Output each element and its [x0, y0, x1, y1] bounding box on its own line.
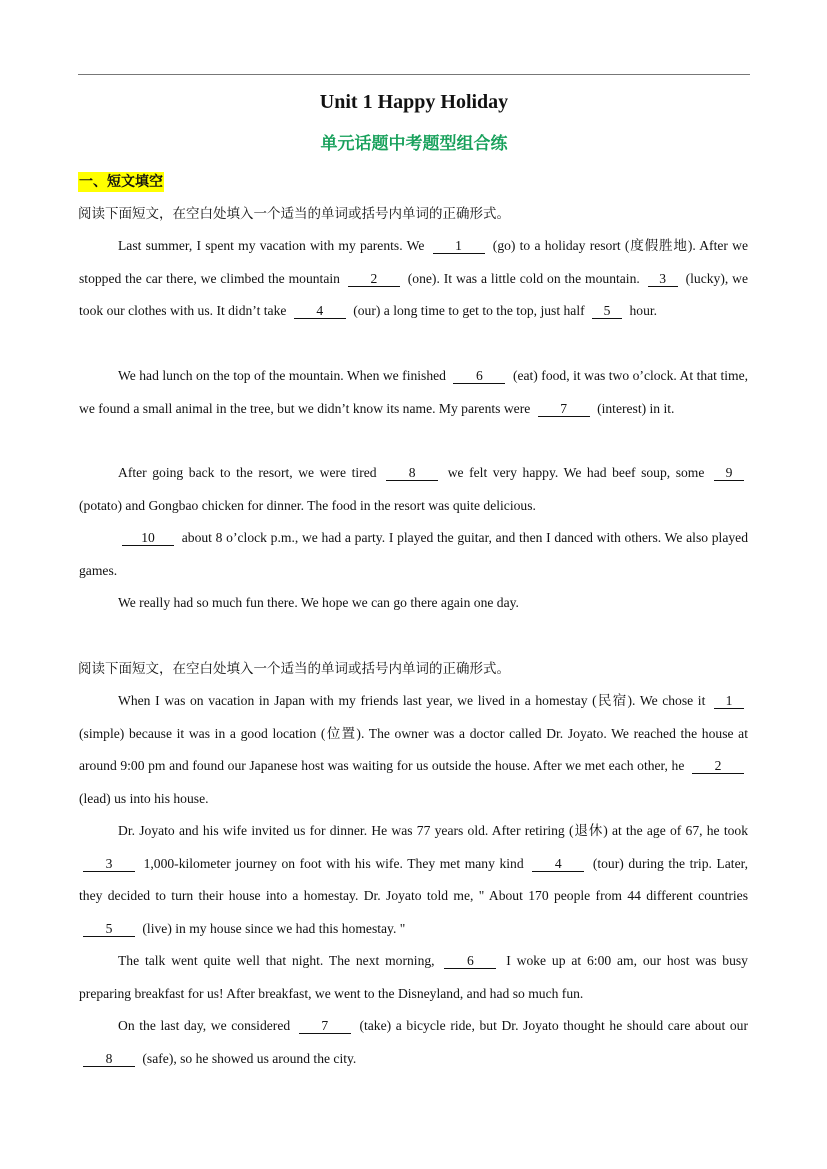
header-rule	[78, 74, 750, 75]
answer-blank[interactable]: 2	[692, 758, 744, 774]
answer-blank[interactable]: 1	[714, 693, 744, 709]
answer-blank[interactable]: 5	[83, 921, 135, 937]
passage-text: (go) to a holiday resort (度假胜地). After we stopped the car there, we climbed the mountain	[79, 238, 748, 286]
passage2-para-4	[79, 1010, 748, 1075]
passage1-instruction: 阅读下面短文，在空白处填入一个适当的单词或括号内单词的正确形式。	[78, 206, 510, 222]
passage-text: we felt very happy. We had beef soup, some	[447, 465, 705, 480]
passage1-para-4	[79, 522, 748, 587]
passage-text: (safe), so he showed us around the city.	[142, 1050, 357, 1066]
answer-blank[interactable]: 3	[83, 856, 135, 872]
answer-blank[interactable]: 4	[532, 856, 584, 872]
passage1-para-5	[79, 587, 748, 620]
section-heading: 一、短文填空	[79, 174, 163, 190]
passage-text: Last summer, I spent my vacation with my parents. We	[118, 238, 425, 253]
passage-text: (potato) and Gongbao chicken for dinner. The food in the resort was quite delicious.	[79, 497, 536, 513]
passage-text: hour.	[629, 303, 658, 318]
passage-text: When I was on vacation in Japan with my friends last year, we lived in a homestay (民宿). We chose it	[118, 693, 706, 708]
answer-blank[interactable]: 3	[648, 271, 678, 287]
page-subtitle: 单元话题中考题型组合练	[320, 134, 508, 154]
answer-blank[interactable]: 1	[433, 238, 485, 254]
passage-text: Dr. Joyato and his wife invited us for dinner. He was 77 years old. After retiring (退休) at the age of 67, he took	[118, 823, 748, 838]
passage-text: After going back to the resort, we were tired	[118, 465, 377, 480]
answer-blank[interactable]: 6	[453, 368, 505, 384]
passage1-para-3	[79, 457, 748, 522]
passage2-para-1	[79, 685, 748, 815]
passage-text: (simple) because it was in a good location (位置). The owner was a doctor called Dr. Joyato. We reached the house at around 9:00 pm and found our Japanese host was waiting for us outside the house. After we met each other, he	[79, 725, 748, 773]
passage-text: On the last day, we considered	[118, 1018, 291, 1033]
passage-text: (interest) in it.	[597, 400, 675, 416]
answer-blank[interactable]: 7	[299, 1018, 351, 1034]
passage2-para-2	[79, 815, 748, 945]
passage-text: (take) a bicycle ride, but Dr. Joyato thought he should care about our	[359, 1018, 748, 1033]
passage-text: (our) a long time to get to the top, just half	[353, 303, 585, 318]
answer-blank[interactable]: 10	[122, 530, 174, 546]
passage-text: (live) in my house since we had this homestay. "	[142, 920, 406, 936]
passage2-para-3	[79, 945, 748, 1010]
passage-text: (one). It was a little cold on the mountain.	[407, 270, 640, 286]
passage-text: The talk went quite well that night. The next morning,	[118, 953, 435, 968]
answer-blank[interactable]: 8	[386, 465, 438, 481]
passage1-para-2	[79, 360, 748, 425]
passage-text: (lead) us into his house.	[79, 790, 209, 806]
passage-text: (eat) food, it was two o’clock. At that time, we found a small animal in the tree, but we didn’t know its name. My parents were	[79, 368, 749, 416]
page-title: Unit 1 Happy Holiday	[319, 91, 509, 113]
passage-text: We really had so much fun there. We hope we can go there again one day.	[118, 595, 519, 610]
answer-blank[interactable]: 2	[348, 271, 400, 287]
passage-text: I woke up at 6:00 am, our host was busy preparing breakfast for us! After breakfast, we went to the Disneyland, and had so much fun.	[79, 953, 748, 1001]
passage-text: We had lunch on the top of the mountain. When we finished	[118, 368, 446, 383]
passage-text: (tour) during the trip. Later, they decided to turn their house into a homestay. Dr. Joyato told me, " About 170 people from 44 different countries	[79, 855, 749, 903]
passage2-instruction: 阅读下面短文，在空白处填入一个适当的单词或括号内单词的正确形式。	[78, 661, 510, 677]
passage-text: (lucky), we took our clothes with us. It didn’t take	[79, 270, 748, 318]
answer-blank[interactable]: 8	[83, 1051, 135, 1067]
answer-blank[interactable]: 6	[444, 953, 496, 969]
passage-text: 1,000-kilometer journey on foot with his wife. They met many kind	[143, 855, 524, 871]
answer-blank[interactable]: 9	[714, 465, 744, 481]
passage-text: about 8 o’clock p.m., we had a party. I played the guitar, and then I danced with others. We also played games.	[79, 530, 748, 578]
answer-blank[interactable]: 7	[538, 401, 590, 417]
passage1-para-1	[79, 230, 748, 328]
answer-blank[interactable]: 4	[294, 303, 346, 319]
answer-blank[interactable]: 5	[592, 303, 622, 319]
